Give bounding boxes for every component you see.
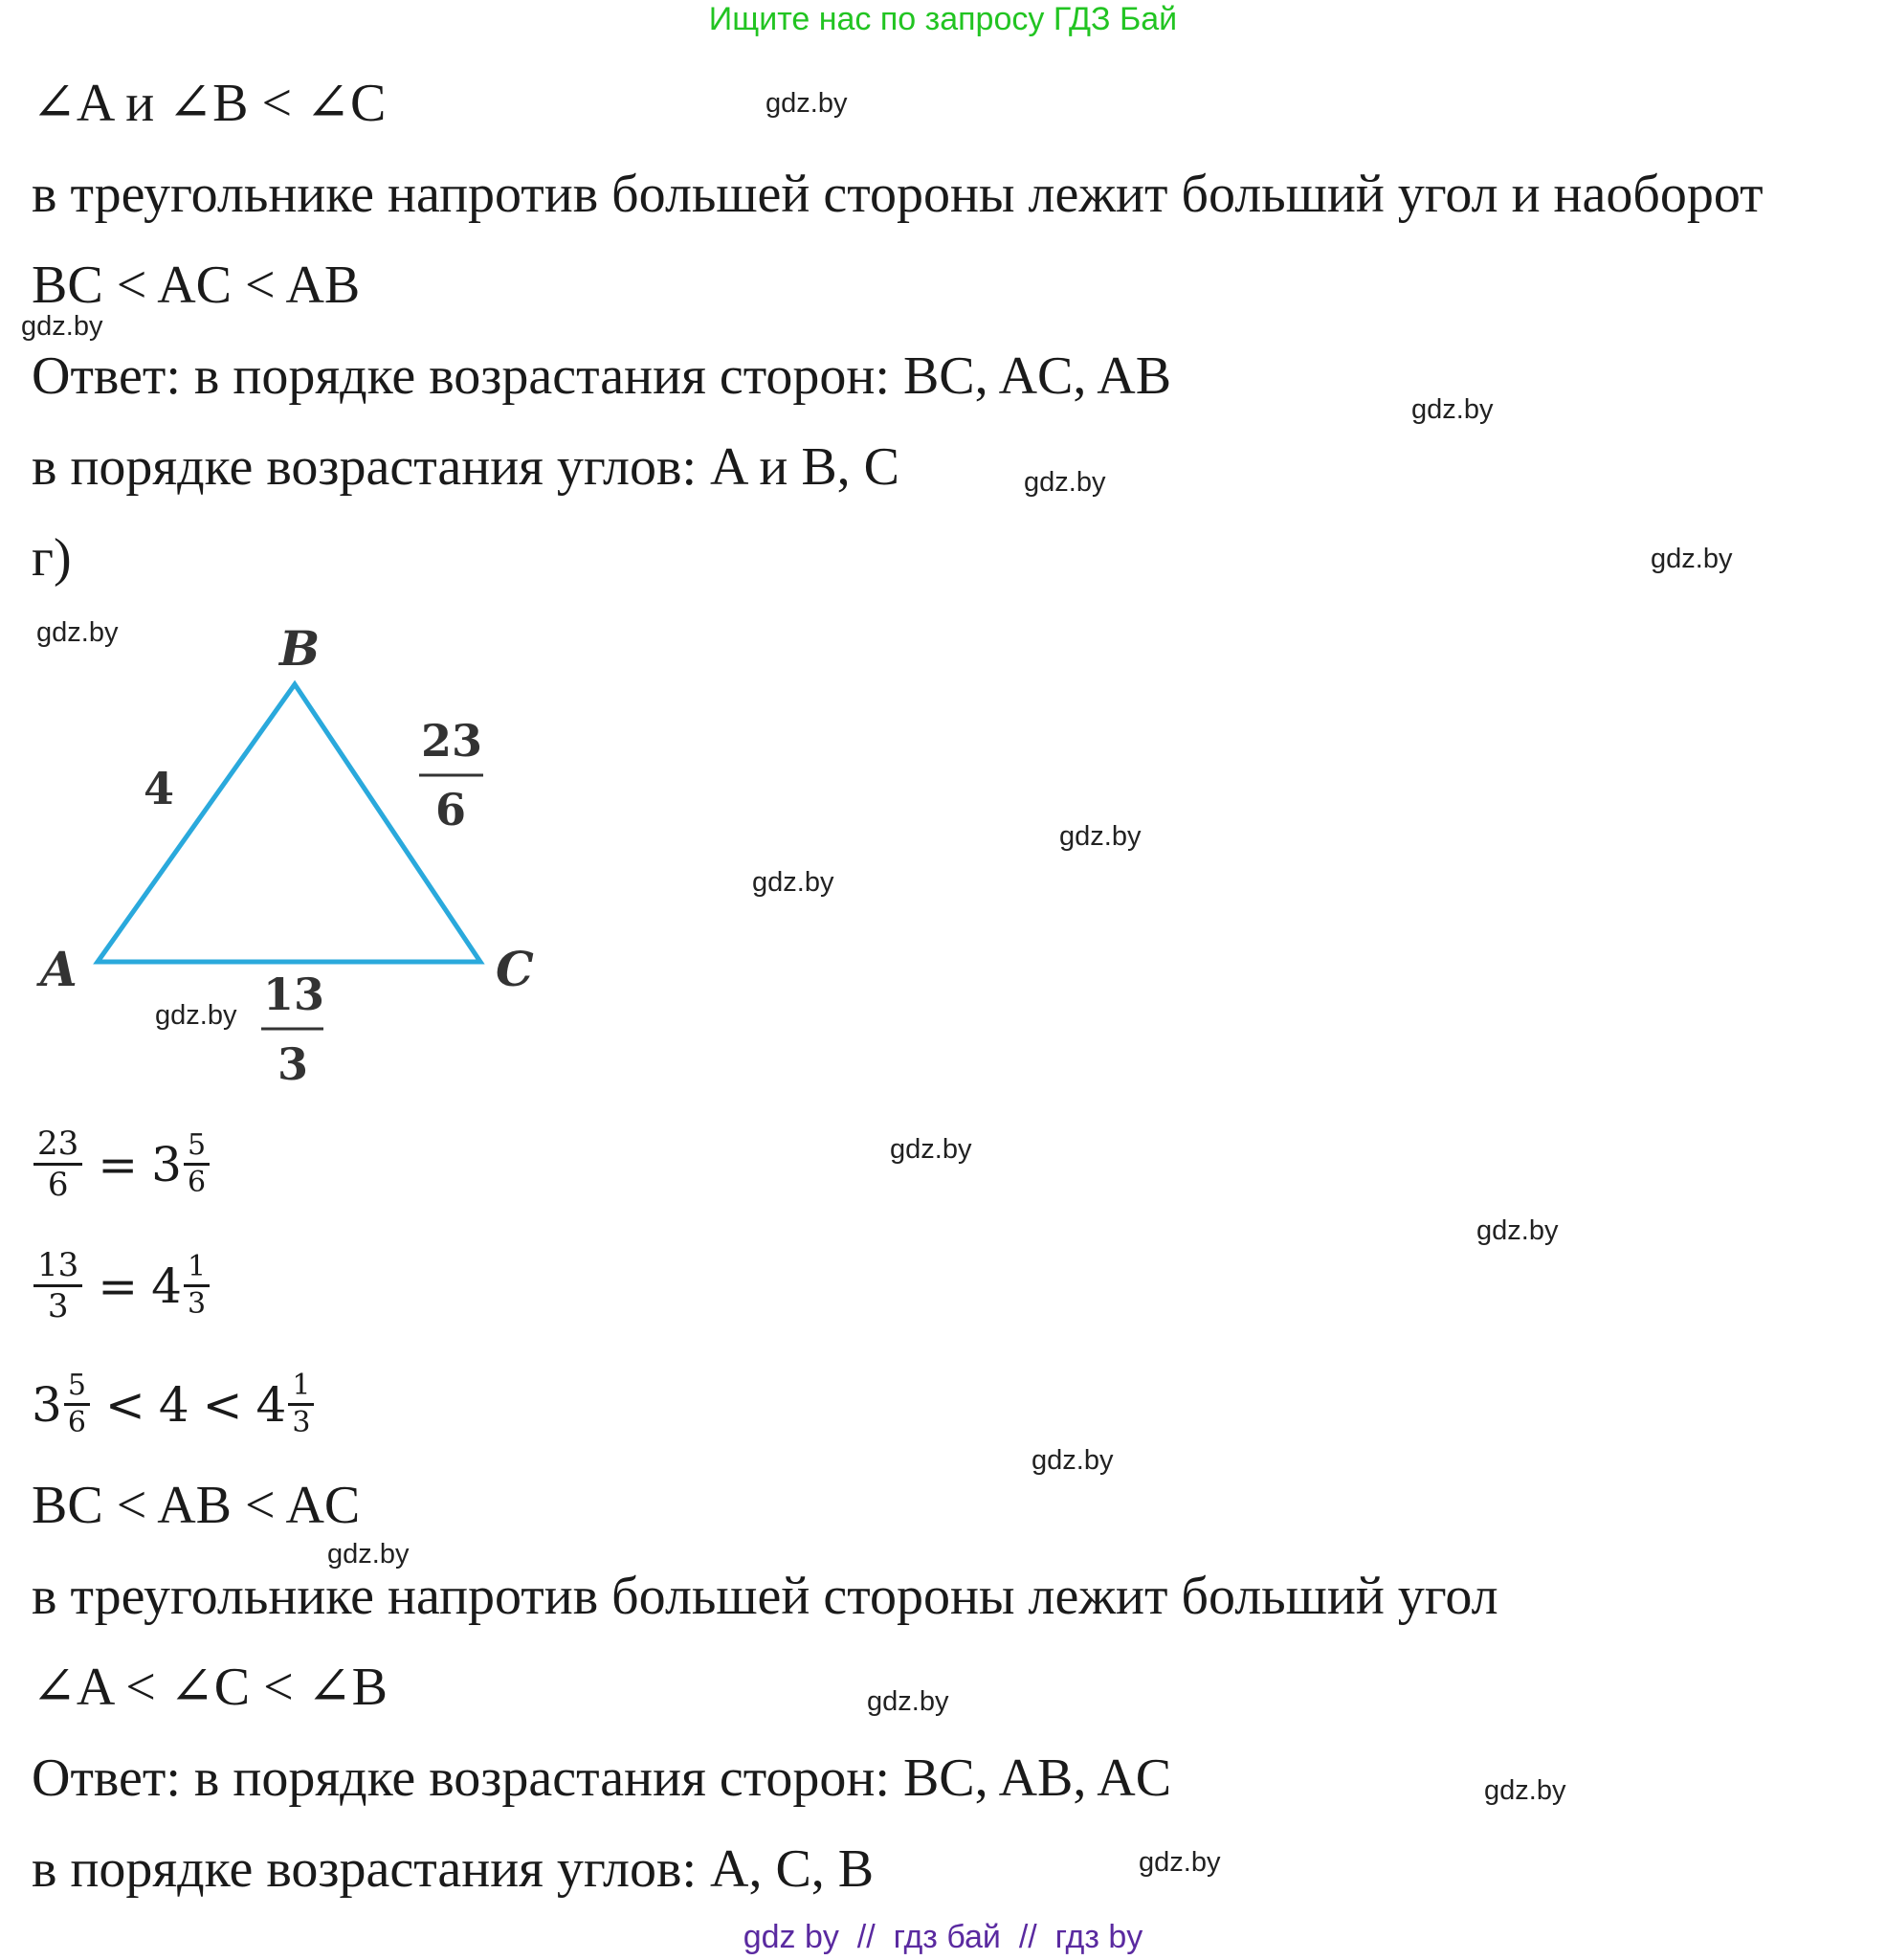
rule-line-1: в треугольнике напротив большей стороны лежит больший угол и наоборот (32, 165, 1764, 224)
denominator: 6 (187, 1166, 207, 1199)
less-than-sign: < (104, 1376, 145, 1433)
watermark: gdz.by (890, 1134, 972, 1165)
numerator: 1 (288, 1369, 314, 1406)
watermark: gdz.by (36, 617, 119, 648)
watermark: gdz.by (765, 88, 848, 119)
denominator: 6 (47, 1166, 69, 1204)
vertex-a-label: A (40, 941, 78, 997)
equals-sign: = (98, 1136, 139, 1192)
denominator: 3 (47, 1287, 69, 1325)
sides-order-line-1: BC < AC < AB (32, 256, 361, 315)
answer-angles-line-2: в порядке возрастания углов: A, C, B (32, 1839, 875, 1899)
fraction (64, 1369, 90, 1440)
middle-value: 4 (158, 1376, 189, 1433)
watermark: gdz.by (155, 1000, 237, 1031)
denominator: 6 (67, 1406, 86, 1439)
rule-line-2: в треугольнике напротив большей стороны лежит больший угол (32, 1567, 1498, 1626)
numerator: 13 (33, 1246, 82, 1287)
equals-sign: = (98, 1258, 139, 1314)
fraction (184, 1250, 210, 1322)
answer-sides-line-1: Ответ: в порядке возрастания сторон: BC, AC, AB (32, 346, 1172, 406)
whole-part: 3 (32, 1376, 62, 1433)
whole-part: 4 (255, 1376, 287, 1433)
whole-part: 4 (151, 1258, 182, 1314)
watermark: gdz.by (1476, 1215, 1559, 1246)
equation-13-3 (32, 1246, 211, 1325)
watermark: gdz.by (752, 867, 834, 898)
sides-order-line-2: BC < AB < AC (32, 1476, 361, 1535)
denominator: 3 (187, 1287, 207, 1321)
numerator: 23 (33, 1125, 82, 1166)
side-bc-denominator: 6 (435, 784, 467, 835)
fraction (288, 1369, 314, 1440)
answer-sides-line-2: Ответ: в порядке возрастания сторон: BC, AB, AC (32, 1748, 1172, 1808)
vertex-c-label: C (496, 941, 534, 997)
answer-angles-line-1: в порядке возрастания углов: A и B, C (32, 437, 900, 497)
watermark: gdz.by (327, 1539, 410, 1570)
watermark: gdz.by (1032, 1445, 1114, 1476)
fraction (33, 1125, 82, 1204)
watermark: gdz.by (1411, 394, 1494, 425)
comparison-line (32, 1369, 316, 1440)
numerator: 5 (184, 1128, 210, 1166)
whole-part: 3 (151, 1136, 182, 1192)
header-banner: Ищите нас по запросу ГДЗ Бай (708, 1, 1178, 37)
fraction (184, 1128, 210, 1200)
angles-top-line: ∠A и ∠B < ∠C (32, 74, 387, 133)
fraction (33, 1246, 82, 1325)
vertex-b-label: B (279, 620, 321, 677)
watermark: gdz.by (1024, 467, 1106, 498)
denominator: 3 (292, 1406, 311, 1439)
watermark: gdz.by (1651, 544, 1733, 574)
footer-links: gdz by // гдз бай // гдз by (743, 1919, 1143, 1955)
less-than-sign: < (202, 1376, 243, 1433)
angles-order-line-2: ∠A < ∠C < ∠B (32, 1658, 388, 1717)
watermark: gdz.by (1059, 821, 1142, 852)
side-ac-numerator: 13 (263, 969, 325, 1020)
triangle-figure (29, 612, 565, 1120)
numerator: 5 (64, 1369, 90, 1406)
watermark: gdz.by (21, 311, 103, 342)
side-ab-label: 4 (144, 763, 175, 814)
numerator: 1 (184, 1250, 210, 1287)
watermark: gdz.by (1139, 1847, 1221, 1878)
part-label: г) (32, 528, 72, 588)
watermark: gdz.by (1484, 1775, 1566, 1806)
equation-23-6 (32, 1125, 211, 1204)
watermark: gdz.by (867, 1686, 949, 1717)
side-ac-denominator: 3 (277, 1038, 309, 1090)
side-bc-numerator: 23 (421, 715, 483, 767)
